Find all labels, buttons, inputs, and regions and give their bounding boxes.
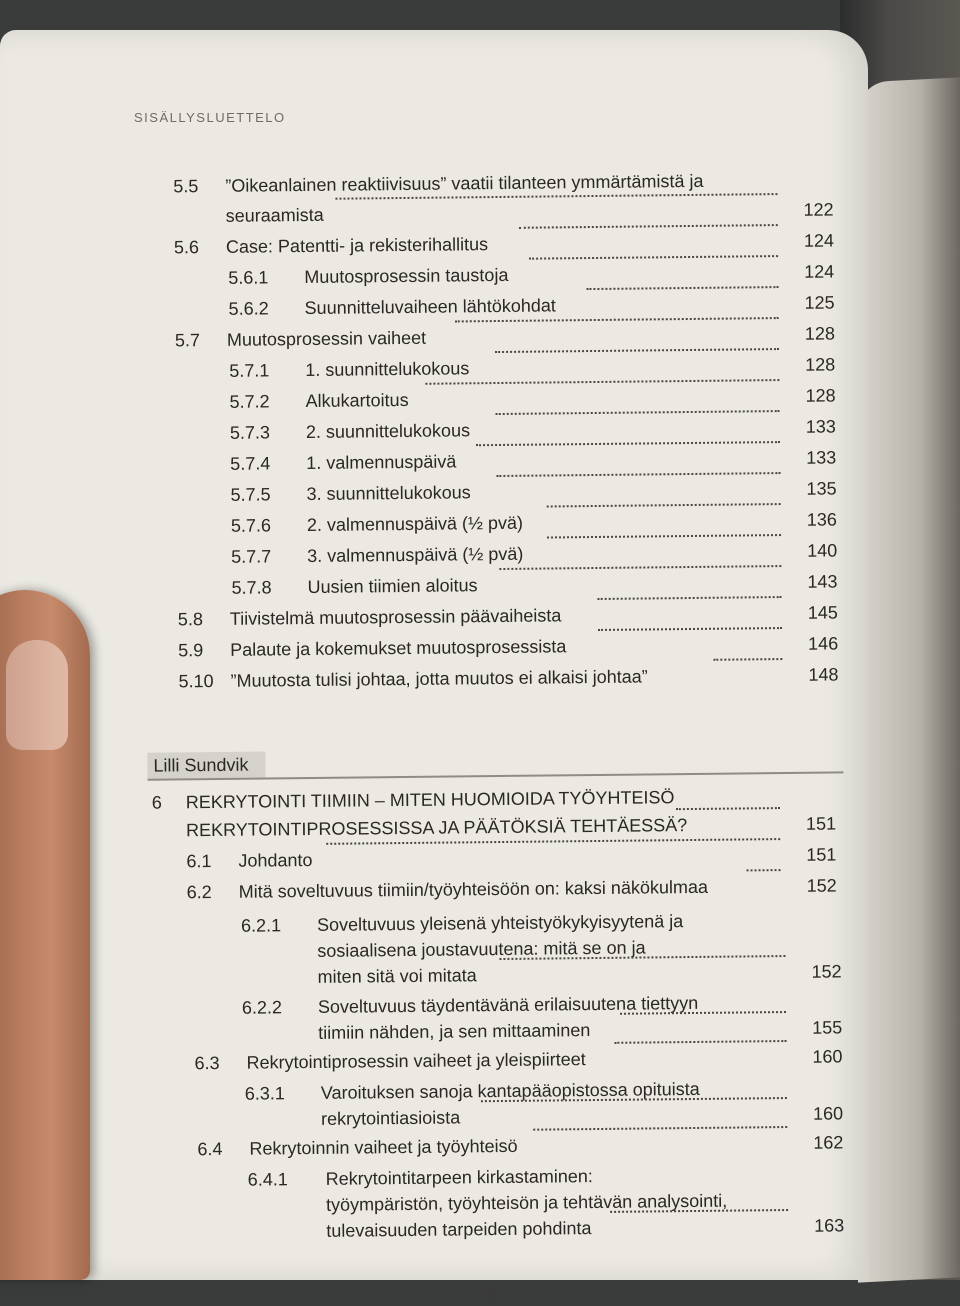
toc-number: 6.2.1	[240, 915, 282, 936]
toc-entry[interactable]	[175, 384, 836, 412]
toc-title: 2. suunnittelukokous	[306, 420, 474, 442]
toc-number: 5.7.5	[230, 484, 271, 505]
toc-number: 6.1	[186, 851, 212, 872]
toc-page: 160	[812, 1103, 844, 1124]
toc-number: 6.2.2	[241, 997, 283, 1018]
running-head: SISÄLLYSLUETTELO	[134, 110, 286, 125]
dot-leader	[598, 627, 782, 631]
toc-entry[interactable]	[178, 663, 839, 692]
toc-number: 5.7.4	[230, 453, 271, 474]
toc-title: Case: Patentti- ja rekisterihallitus	[226, 234, 492, 257]
toc-title: 2. valmennuspäivä (½ pvä)	[307, 513, 527, 535]
chapter-number: 6	[151, 792, 162, 813]
toc-title: Rekrytoinnin vaiheet ja työyhteisö	[249, 1136, 521, 1159]
author-label: Lilli Sundvik	[147, 751, 265, 778]
toc-number: 6.4.1	[247, 1169, 288, 1190]
dot-leader	[586, 286, 778, 290]
toc-page: 140	[807, 540, 838, 561]
toc-title: Uusien tiimien aloitus	[307, 575, 481, 597]
toc-number: 5.7.7	[231, 546, 272, 567]
toc-page: 128	[805, 385, 836, 406]
toc-title: Tiivistelmä muutosprosessin päävaiheista	[230, 605, 566, 629]
toc-page: 151	[806, 844, 837, 865]
toc-entry[interactable]	[194, 1045, 843, 1074]
toc-title: tulevaisuuden tarpeiden pohdinta	[326, 1218, 595, 1241]
dot-leader	[713, 658, 782, 661]
toc-entry[interactable]	[177, 601, 838, 630]
toc-entry[interactable]	[175, 353, 836, 381]
toc-page: 124	[804, 261, 835, 282]
toc-entry[interactable]	[174, 322, 836, 351]
toc-entry[interactable]	[174, 198, 834, 226]
toc-entry[interactable]	[186, 874, 837, 903]
toc-number: 5.6.2	[228, 298, 269, 319]
dot-leader	[425, 379, 779, 385]
toc-page: 128	[804, 323, 836, 344]
toc-entry[interactable]	[197, 1131, 844, 1160]
next-page-edge	[858, 77, 960, 1282]
toc-title: 3. valmennuspäivä (½ pvä)	[307, 544, 527, 566]
toc-page: 160	[812, 1046, 843, 1067]
toc-title: Alkukartoitus	[305, 390, 412, 411]
toc-title: tiimiin nähden, ja sen mittaaminen	[318, 1020, 594, 1043]
toc-page: 162	[813, 1132, 844, 1153]
toc-number: 6.2	[186, 882, 212, 903]
page-number: 6	[486, 1288, 495, 1305]
toc-entry[interactable]	[176, 446, 837, 474]
toc-page: 148	[808, 664, 839, 685]
toc-number: 5.9	[178, 640, 204, 661]
dot-leader	[455, 317, 779, 322]
toc-title: Rekrytointiprosessin vaiheet ja yleispiirteet	[246, 1049, 589, 1073]
toc-title: Suunnitteluvaiheen lähtökohdat	[305, 295, 560, 318]
toc-title-line: Soveltuvuus täydentävänä erilaisuutena tiettyyn	[317, 992, 699, 1017]
toc-number: 5.5	[173, 176, 199, 197]
toc-entry[interactable]	[174, 260, 835, 288]
dot-leader	[620, 1011, 786, 1015]
chapter-title: REKRYTOINTIPROSESSISSA JA PÄÄTÖKSIÄ TEHTÄESSÄ?	[186, 815, 691, 840]
dot-leader	[495, 348, 779, 353]
thumbnail-nail	[6, 640, 68, 750]
toc-number: 5.7.3	[229, 422, 271, 443]
toc-page: 163	[814, 1215, 845, 1236]
toc-title: miten sitä voi mitata	[318, 965, 481, 987]
toc-page: 151	[805, 813, 837, 834]
dot-leader	[598, 596, 782, 600]
toc-page: 152	[811, 961, 842, 982]
book-page	[0, 30, 868, 1305]
toc-number: 5.7.8	[231, 577, 272, 598]
toc-entry[interactable]	[177, 508, 837, 536]
dot-leader	[499, 565, 781, 570]
toc-entry[interactable]	[176, 415, 836, 443]
toc-entry[interactable]	[175, 291, 835, 319]
toc-page: 133	[805, 416, 836, 437]
toc-entry[interactable]	[177, 570, 838, 598]
toc-page: 146	[808, 633, 839, 654]
dot-leader	[547, 503, 781, 507]
toc-title: ”Muutosta tulisi johtaa, jotta muutos ei alkaisi johtaa”	[230, 666, 651, 690]
toc-title: 3. suunnittelukokous	[306, 482, 474, 504]
toc-page: 155	[812, 1017, 843, 1038]
dot-leader	[747, 869, 781, 871]
toc-entry[interactable]	[186, 843, 837, 872]
toc-page: 135	[806, 478, 837, 499]
toc-title-line: Soveltuvuus yleisenä yhteistyökykyisyytenä ja	[316, 911, 684, 935]
toc-page: 124	[803, 230, 835, 251]
toc-title: Palaute ja kokemukset muutosprosessista	[230, 636, 570, 660]
toc-page: 133	[806, 447, 837, 468]
dot-leader	[496, 410, 780, 415]
toc-title: 1. valmennuspäivä	[306, 451, 460, 473]
toc-page: 125	[804, 292, 835, 313]
toc-title: Muutosprosessin vaiheet	[227, 328, 430, 350]
toc-entry[interactable]	[173, 229, 835, 258]
toc-title-line: Varoituksen sanoja kantapääopistossa opituista	[320, 1078, 700, 1103]
toc-number: 5.7.2	[229, 391, 270, 412]
toc-title: seuraamista	[226, 205, 328, 226]
toc-number: 5.8	[177, 609, 204, 630]
toc-number: 5.7.6	[230, 515, 272, 536]
table-of-contents	[0, 26, 875, 1285]
toc-entry[interactable]	[178, 632, 839, 661]
toc-number: 6.4	[197, 1138, 223, 1160]
toc-page: 143	[807, 571, 838, 592]
toc-number: 6.3.1	[244, 1083, 285, 1104]
dot-leader	[547, 534, 781, 538]
toc-title: Johdanto	[238, 850, 316, 871]
toc-page: 128	[805, 354, 836, 375]
dot-leader	[476, 441, 780, 446]
toc-title: Muutosprosessin taustoja	[304, 265, 512, 287]
toc-number: 6.3	[194, 1052, 220, 1074]
toc-title: 1. suunnittelukokous	[305, 358, 473, 380]
toc-title-line: sosiaalisena joustavuutena: mitä se on ja	[317, 937, 646, 961]
toc-number: 5.7	[174, 330, 201, 351]
toc-page: 152	[806, 875, 837, 896]
toc-title: Mitä soveltuvuus tiimiin/työyhteisöön on: kaksi näkökulmaa	[239, 877, 712, 902]
dot-leader	[676, 807, 780, 810]
chapter-title-line: REKRYTOINTI TIIMIIN – MITEN HUOMIOIDA TYÖYHTEISÖ	[185, 787, 675, 813]
toc-page: 136	[806, 509, 837, 530]
toc-number: 5.7.1	[229, 360, 270, 381]
toc-title: rekrytointiasioista	[321, 1107, 464, 1128]
toc-title-line: työympäristön, työyhteisön ja tehtävän analysointi,	[325, 1190, 728, 1215]
dot-leader	[614, 1040, 786, 1044]
toc-page: 145	[807, 602, 838, 623]
toc-number: 5.6	[173, 237, 200, 258]
dot-leader	[519, 224, 778, 229]
toc-entry[interactable]	[177, 539, 838, 567]
toc-title-line: ”Oikeanlainen reaktiivisuus” vaatii tilanteen ymmärtämistä ja	[225, 170, 704, 196]
toc-page: 122	[803, 199, 834, 220]
toc-entry[interactable]	[176, 477, 837, 505]
toc-number: 5.10	[178, 671, 214, 692]
dot-leader	[496, 472, 780, 477]
toc-number: 5.6.1	[228, 267, 269, 288]
toc-title-line: Rekrytointitarpeen kirkastaminen:	[325, 1166, 593, 1189]
dot-leader	[529, 255, 778, 260]
